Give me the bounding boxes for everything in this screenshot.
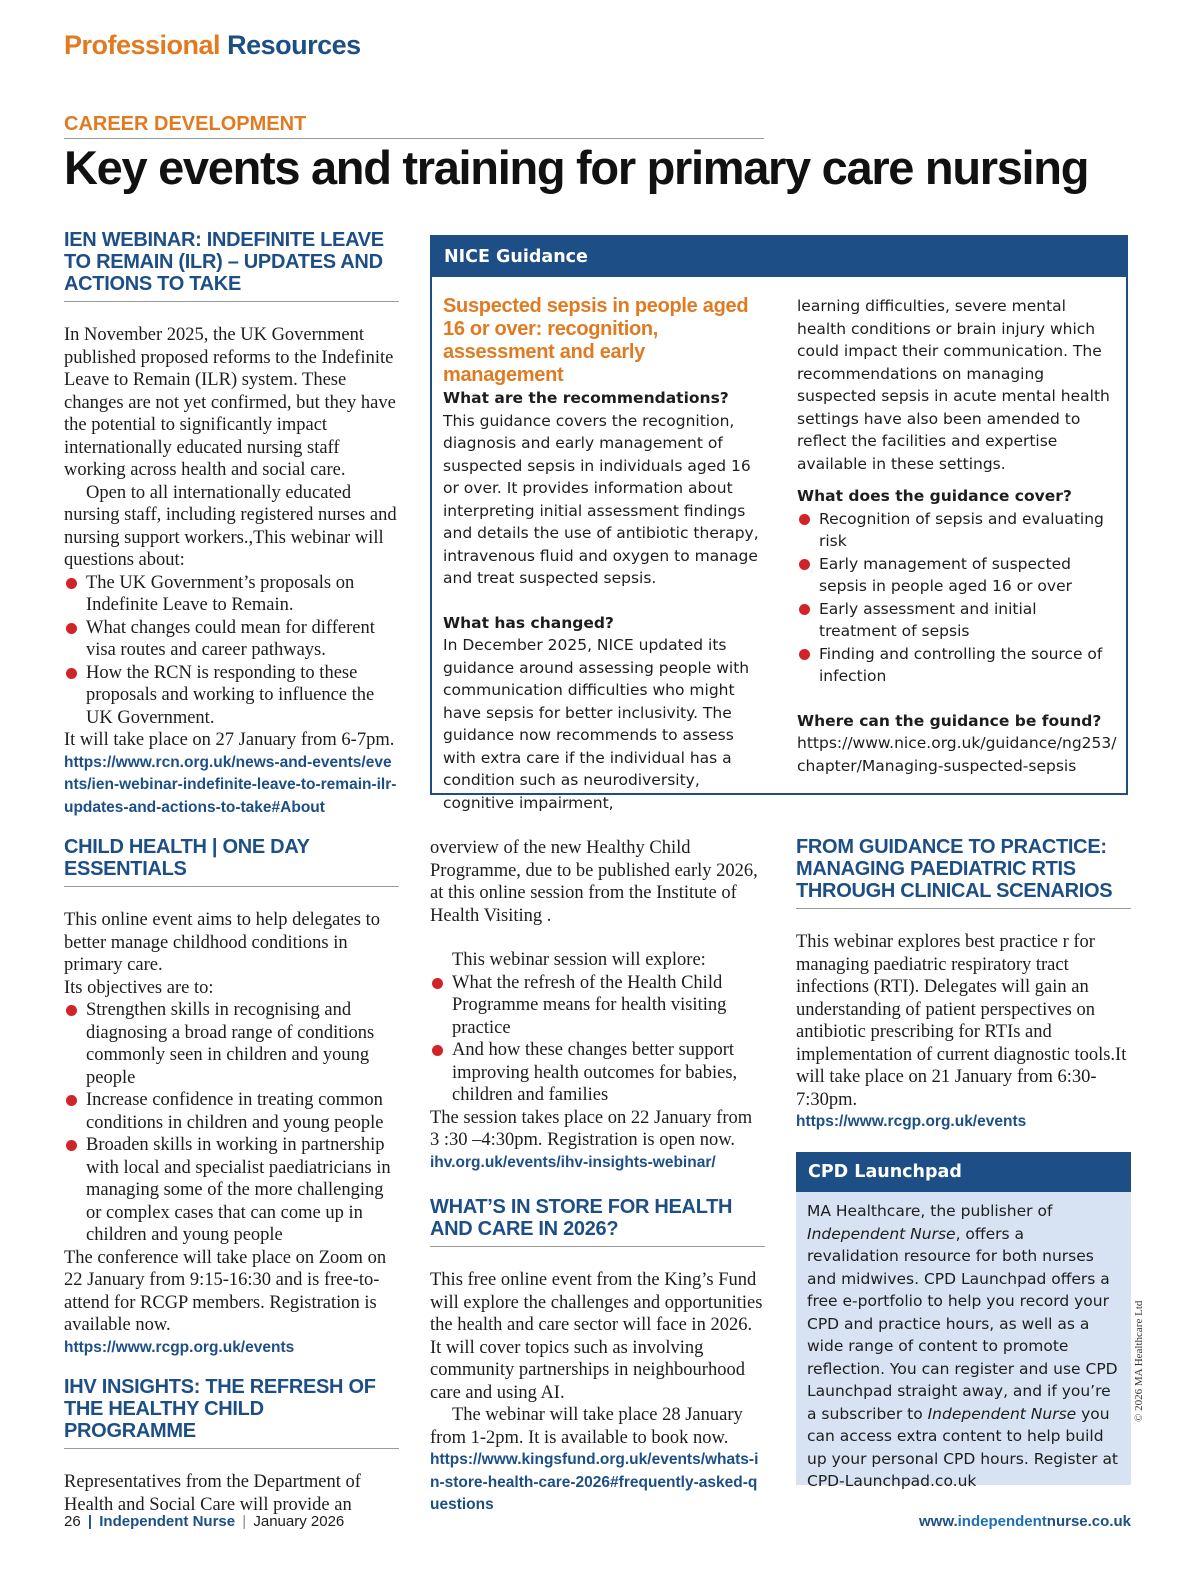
paediatric-rti-heading: FROM GUIDANCE TO PRACTICE: MANAGING PAEDIATRIC RTIS THROUGH CLINICAL SCENARIOS bbox=[796, 836, 1131, 909]
paediatric-rti-article bbox=[796, 836, 1131, 1134]
nice-bullet-list bbox=[797, 508, 1117, 688]
list-item: The UK Government’s proposals on Indefinite Leave to Remain. bbox=[64, 572, 399, 617]
rti-paragraph-1: This webinar explores best practice r for managing paediatric respiratory tract infections (RTI). Delegates will gain an understanding of patient perspectives on antibiotic prescribing for RTIs and implementation of current diagnostic tools.It will take place on 21 January from 6:30-7:30pm. bbox=[796, 932, 1127, 1110]
ien-paragraph-2: Open to all internationally educated nursing staff, including registered nurses and nursing support workers.,This webinar will questions about: bbox=[64, 482, 397, 570]
ien-webinar-link[interactable]: https://www.rcn.org.uk/news-and-events/events/ien-webinar-indefinite-leave-to-remain-ilr-updates-and-actions-to-take#About bbox=[64, 753, 397, 816]
nice-question-changed: What has changed? bbox=[443, 613, 614, 632]
ien-paragraph-1: In November 2025, the UK Government published proposed reforms to the Indefinite Leave to Remain (ILR) system. These changes are not yet confirmed, but they have the potential to significantly impact internationally educated nursing staff working across health and social care. bbox=[64, 325, 396, 480]
ihv-insights-heading: IHV INSIGHTS: THE REFRESH OF THE HEALTHY CHILD PROGRAMME bbox=[64, 1376, 399, 1449]
ihv-paragraph-4: The session takes place on 22 January from 3 :30 –4:30pm. Registration is open now. bbox=[430, 1107, 753, 1150]
list-item: Broaden skills in working in partnership with local and specialist paediatricians in managing some of the more challenging or complex cases that can come up in children and young people bbox=[64, 1134, 399, 1247]
child-bullet-list bbox=[64, 999, 399, 1247]
list-item: Early assessment and initial treatment of sepsis bbox=[797, 598, 1117, 643]
nice-column-right bbox=[797, 295, 1117, 777]
page-footer-left bbox=[64, 1513, 344, 1530]
magazine-name: Independent Nurse bbox=[927, 1404, 1077, 1423]
child-health-article bbox=[64, 836, 399, 1359]
magazine-title-part1: Independent bbox=[99, 1513, 193, 1530]
nice-question-recommendations: What are the recommendations? bbox=[443, 389, 729, 407]
child-paragraph-2: Its objectives are to: bbox=[64, 977, 214, 998]
list-item: What changes could mean for different visa routes and career pathways. bbox=[64, 617, 399, 662]
nice-answer-recommendations: This guidance covers the recognition, diagnosis and early management of suspected sepsis in individuals aged 16 or over. It provides information about interpreting initial assessment findings and details the use of antibiotic therapy, intravenous fluid and oxygen to manage and treat suspected sepsis. bbox=[443, 411, 759, 587]
bullet-dot-icon bbox=[66, 1005, 77, 1016]
nice-guidance-url[interactable]: https://www.nice.org.uk/guidance/ng253/chapter/Managing-suspected-sepsis bbox=[797, 734, 1117, 775]
ihv-insights-link[interactable]: ihv.org.uk/events/ihv-insights-webinar/ bbox=[430, 1153, 716, 1171]
nice-answer-changed: In December 2025, NICE updated its guidance around assessing people with communication difficulties who might have sepsis for better inclusivity. The guidance now recommends to assess with extra care if the individual has a condition such as neurodiversity, cognitive impairment, bbox=[443, 636, 750, 812]
ien-webinar-heading: IEN WEBINAR: INDEFINITE LEAVE TO REMAIN (ILR) – UPDATES AND ACTIONS TO TAKE bbox=[64, 229, 399, 302]
bullet-dot-icon bbox=[432, 1045, 443, 1056]
list-item: Strengthen skills in recognising and diagnosing a broad range of conditions commonly seen in children and young people bbox=[64, 999, 399, 1089]
section-kicker: CAREER DEVELOPMENT bbox=[64, 113, 307, 135]
magazine-title-part2: Nurse bbox=[192, 1513, 236, 1530]
list-item: Finding and controlling the source of infection bbox=[797, 643, 1117, 688]
ien-paragraph-3: It will take place on 27 January from 6-7pm. bbox=[64, 730, 395, 750]
bullet-dot-icon bbox=[432, 978, 443, 989]
footer-separator: | bbox=[242, 1513, 247, 1530]
cpd-launchpad-box bbox=[796, 1152, 1131, 1490]
list-item: How the RCN is responding to these proposals and working to influence the UK Government. bbox=[64, 662, 399, 730]
kings-paragraph-1: This free online event from the King’s Fund will explore the challenges and opportunities the health and care sector will face in 2026. It will cover topics such as involving community partnerships in neighbourhood care and using AI. bbox=[430, 1270, 763, 1403]
child-health-body bbox=[64, 909, 399, 1337]
list-item: And how these changes better support improving health outcomes for babies, children and families bbox=[430, 1039, 765, 1107]
page-title: Key events and training for primary care nursing bbox=[64, 141, 1089, 194]
brand-word-professional: Professional bbox=[64, 30, 221, 60]
ihv-paragraph-2: overview of the new Healthy Child Programme, due to be published early 2026, at this online session from the Institute of Health Visiting . bbox=[430, 838, 758, 926]
list-item: What the refresh of the Health Child Programme means for health visiting practice bbox=[430, 972, 765, 1040]
ien-webinar-body bbox=[64, 324, 399, 752]
bullet-dot-icon bbox=[66, 1140, 77, 1151]
kings-fund-heading: WHAT’S IN STORE FOR HEALTH AND CARE IN 2026? bbox=[430, 1196, 765, 1247]
child-paragraph-1: This online event aims to help delegates to better manage childhood conditions in primary care. bbox=[64, 910, 380, 975]
issue-date: January 2026 bbox=[253, 1513, 345, 1530]
brand-word-resources: Resources bbox=[227, 30, 361, 60]
kings-fund-article bbox=[430, 1196, 765, 1517]
nice-guidance-box bbox=[430, 235, 1128, 812]
magazine-name: Independent Nurse bbox=[807, 1224, 956, 1243]
cpd-launchpad-box-title: CPD Launchpad bbox=[796, 1152, 1131, 1192]
paediatric-rti-link[interactable]: https://www.rcgp.org.uk/events bbox=[796, 1113, 1027, 1130]
kings-paragraph-2: The webinar will take place 28 January from 1-2pm. It is available to book now. bbox=[430, 1405, 743, 1448]
bullet-dot-icon bbox=[66, 668, 77, 679]
cpd-launchpad-body: MA Healthcare, the publisher of Independent Nurse, offers a revalidation resource for both nurses and midwives. CPD Launchpad offers a free e-portfolio to help you record your CPD and practice hours, as well as a wide range of content to promote reflection. You can register and use CPD Launchpad straight away, and if you’re a subscriber to Independent Nurse you can access extra content to help build up your personal CPD hours. Register at CPD-Launchpad.co.uk bbox=[807, 1202, 1119, 1490]
list-item: Recognition of sepsis and evaluating risk bbox=[797, 508, 1117, 553]
ien-bullet-list bbox=[64, 572, 399, 730]
website-link[interactable]: www.independentnurse.co.uk bbox=[919, 1513, 1131, 1530]
copyright-notice: © 2026 MA Healthcare Ltd bbox=[1133, 1300, 1145, 1422]
bullet-dot-icon bbox=[66, 1095, 77, 1106]
child-paragraph-3: The conference will take place on Zoom on 22 January from 9:15-16:30 and is free-to-attend for RCGP members. Registration is available now. bbox=[64, 1247, 387, 1335]
bullet-dot-icon bbox=[66, 578, 77, 589]
brand-logo bbox=[64, 30, 361, 61]
bullet-dot-icon bbox=[799, 604, 810, 615]
nice-guidance-box-title: NICE Guidance bbox=[432, 237, 1126, 277]
nice-article-title: Suspected sepsis in people aged 16 or over: recognition, assessment and early management bbox=[443, 295, 749, 386]
ihv-paragraph-1: Representatives from the Department of Health and Social Care will provide an bbox=[64, 1472, 361, 1515]
footer-separator: | bbox=[87, 1513, 93, 1530]
ihv-paragraph-3: This webinar session will explore: bbox=[452, 950, 706, 970]
bullet-dot-icon bbox=[799, 559, 810, 570]
list-item: Early management of suspected sepsis in people aged 16 or over bbox=[797, 553, 1117, 598]
child-health-link[interactable]: https://www.rcgp.org.uk/events bbox=[64, 1338, 295, 1356]
ihv-bullet-list bbox=[430, 972, 765, 1107]
bullet-dot-icon bbox=[66, 623, 77, 634]
ien-webinar-article bbox=[64, 229, 399, 819]
kings-fund-link[interactable]: https://www.kingsfund.org.uk/events/whats-in-store-health-care-2026#frequently-asked-questions bbox=[430, 1451, 759, 1513]
kicker-divider bbox=[64, 138, 764, 139]
nice-question-where: Where can the guidance be found? bbox=[797, 711, 1102, 730]
bullet-dot-icon bbox=[799, 514, 810, 525]
ihv-insights-article bbox=[64, 1376, 399, 1516]
nice-answer-changed-continued: learning difficulties, severe mental health conditions or brain injury which could impact their communication. The recommendations on managing suspected sepsis in acute mental health settings have also been amended to reflect the facilities and expertise available in these settings. bbox=[797, 297, 1110, 473]
nice-column-left bbox=[443, 295, 765, 814]
page-number: 26 bbox=[64, 1513, 81, 1530]
child-health-heading: CHILD HEALTH | ONE DAY ESSENTIALS bbox=[64, 836, 399, 887]
list-item: Increase confidence in treating common conditions in children and young people bbox=[64, 1089, 399, 1134]
bullet-dot-icon bbox=[799, 649, 810, 660]
ihv-insights-continued bbox=[430, 837, 765, 1174]
nice-question-cover: What does the guidance cover? bbox=[797, 487, 1072, 505]
